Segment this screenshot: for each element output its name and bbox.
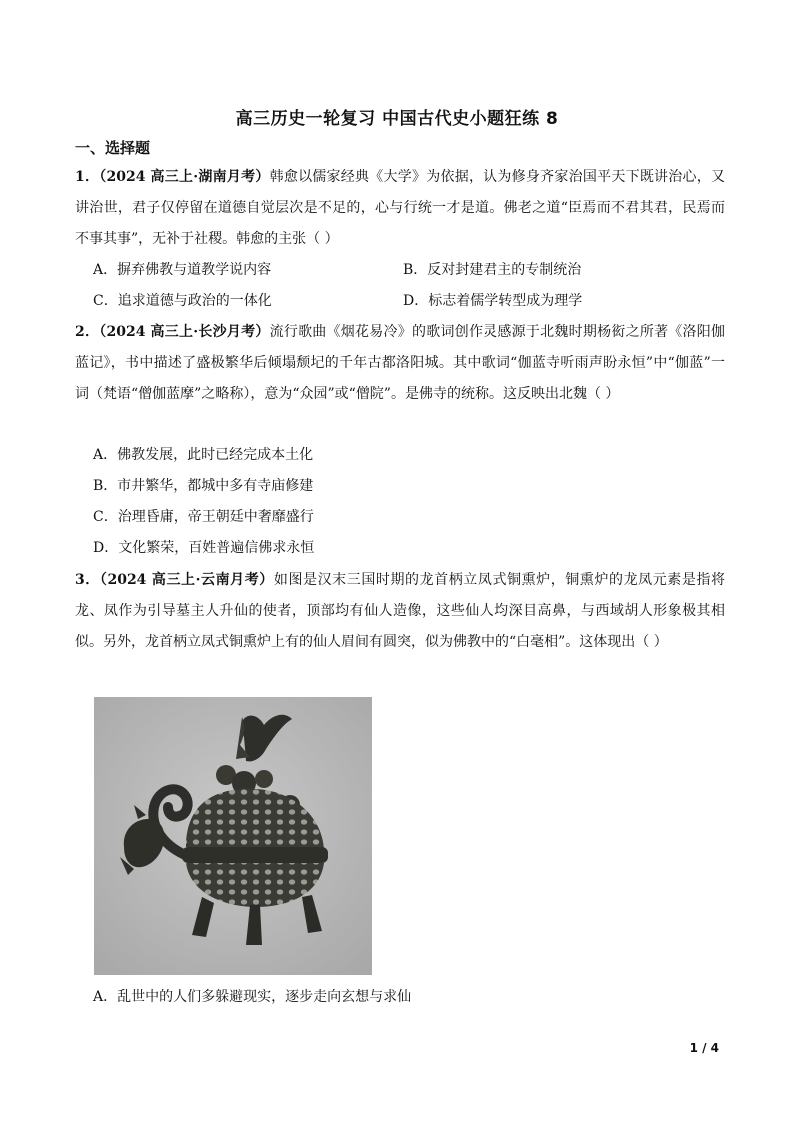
option-a[interactable]: A．摒弃佛教与道教学说内容: [93, 262, 272, 278]
question-text: 如图是汉末三国时期的龙首柄立凤式铜熏炉，铜熏炉的龙凤元素是指将龙、凤作为引导墓主人升仙的使者，顶部均有仙人造像，这些仙人均深目高鼻，与西域胡人形象极其相似。另外，龙首柄立凤式铜熏炉上有的仙人眉间有圆突，似为佛教中的“白毫相”。这体现出（ ）: [75, 572, 726, 650]
question-number: 3．: [75, 572, 100, 588]
question-source: （2024 高三上·长沙月考）: [99, 324, 270, 340]
page-title: 高三历史一轮复习 中国古代史小题狂练 8: [235, 109, 559, 129]
question-text: 流行歌曲《烟花易冷》的歌词创作灵感源于北魏时期杨衒之所著《洛阳伽蓝记》，书中描述了盛极繁华后倾塌颓圮的千年古都洛阳城。其中歌词“伽蓝寺听雨声盼永恒”中“伽蓝”一词（梵语“僧伽蓝摩”之略称），意为“众园”或“僧院”。是佛寺的统称。这反映出北魏（ ）: [75, 324, 726, 402]
question-1: [75, 162, 725, 255]
question-text: 韩愈以儒家经典《大学》为依据，认为修身齐家治国平天下既讲治心，又讲治世，君子仅停留在道德自觉层次是不足的，心与行统一才是道。佛老之道“臣焉而不君其君，民焉而不事其事”，无补于社稷。韩愈的主张（ ）: [75, 169, 726, 247]
question-number: 2．: [75, 324, 100, 340]
option-c[interactable]: C．治理昏庸，帝王朝廷中奢靡盛行: [93, 509, 314, 525]
option-b[interactable]: B．市井繁华，都城中多有寺庙修建: [93, 478, 314, 494]
question-2: [75, 317, 725, 410]
option-d[interactable]: D．文化繁荣，百姓普遍信佛求永恒: [93, 540, 315, 556]
page-number: 1 / 4: [689, 1041, 719, 1055]
option-a[interactable]: A．佛教发展，此时已经完成本土化: [93, 447, 314, 463]
question-1-options: [93, 255, 733, 317]
question-3-options: [93, 982, 713, 1013]
option-d[interactable]: D．标志着儒学转型成为理学: [403, 293, 583, 309]
bronze-censer-photo: [94, 697, 372, 975]
question-source: （2024 高三上·云南月考）: [99, 572, 274, 588]
question-2-options: [93, 440, 713, 564]
question-source: （2024 高三上·湖南月考）: [99, 169, 270, 185]
option-b[interactable]: B．反对封建君主的专制统治: [403, 262, 582, 278]
section-heading: 一、选择题: [75, 139, 151, 157]
option-c[interactable]: C．追求道德与政治的一体化: [93, 293, 272, 309]
question-number: 1．: [75, 169, 100, 185]
bronze-censer-image: [94, 697, 372, 975]
question-3: [75, 565, 725, 658]
option-a[interactable]: A．乱世中的人们多躲避现实，逐步走向玄想与求仙: [93, 989, 412, 1005]
